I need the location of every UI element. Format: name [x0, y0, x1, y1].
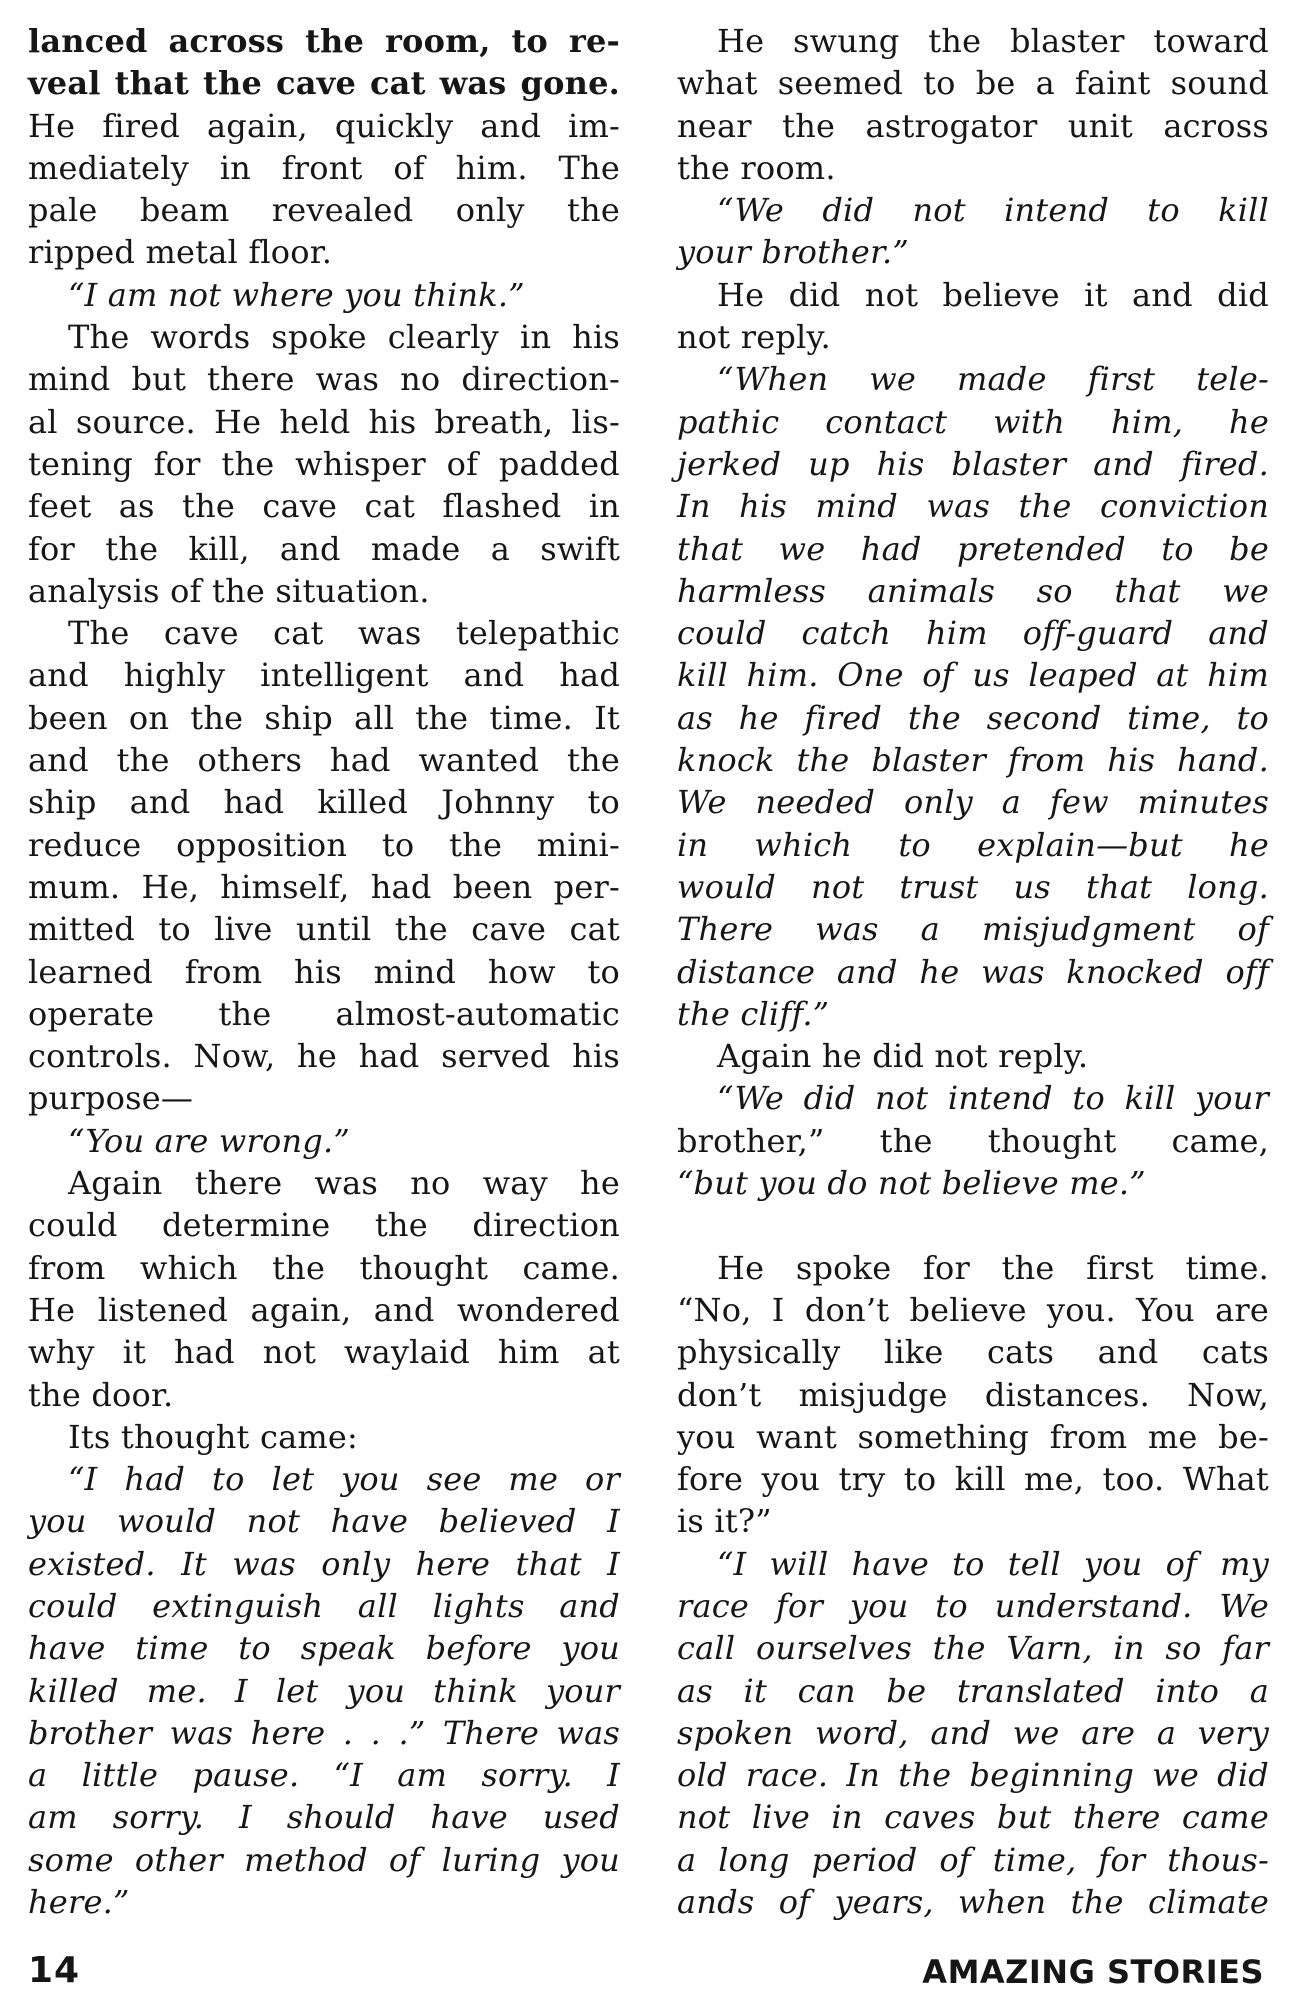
text-line: purpose—	[28, 1079, 194, 1118]
text-line: a little pause. “I am sorry. I	[28, 1756, 620, 1795]
text-line: could determine the direction	[28, 1206, 620, 1245]
text-line: could extinguish all lights and	[28, 1586, 620, 1625]
text-line: feet as the cave cat flashed in	[28, 487, 620, 526]
text-line: you would not have believed I	[28, 1502, 620, 1541]
text-line: He fired again, quickly and im-	[28, 106, 620, 145]
text-line: “I had to let you see me or	[68, 1460, 620, 1499]
text-line: ands of years, when the climate	[677, 1883, 1269, 1922]
text-line: He spoke for the first time.	[717, 1248, 1269, 1287]
text-line: the cliff.”	[677, 994, 830, 1033]
text-line: “I am not where you think.”	[68, 275, 525, 314]
text-line: mitted to live until the cave cat	[28, 910, 620, 949]
text-line: mind but there was no direction-	[28, 360, 620, 399]
text-line: brother was here . . .” There was	[28, 1713, 620, 1752]
text-line: could catch him off-guard and	[677, 614, 1269, 653]
text-line: not live in caves but there came	[677, 1798, 1269, 1837]
text-line: In his mind was the conviction	[677, 487, 1269, 526]
text-line: physically like cats and cats	[677, 1333, 1269, 1372]
text-line: kill him. One of us leaped at him	[677, 656, 1269, 695]
text-line: ship and had killed Johnny to	[28, 783, 620, 822]
text-line: harmless animals so that we	[677, 571, 1269, 610]
text-line: There was a misjudgment of	[677, 910, 1269, 949]
text-line: mediately in front of him. The	[28, 148, 620, 187]
text-line: pathic contact with him, he	[677, 402, 1269, 441]
text-line: pale beam revealed only the	[28, 191, 620, 230]
text-line: am sorry. I should have used	[28, 1798, 620, 1837]
text-line: lanced across the room, to re-	[28, 22, 620, 60]
text-line: is it?”	[677, 1502, 772, 1541]
page-number: 14	[28, 1950, 81, 1991]
text-line: The words spoke clearly in his	[68, 318, 620, 357]
text-line: “We did not intend to kill your	[717, 1079, 1269, 1118]
text-line: He swung the blaster toward	[717, 22, 1269, 60]
text-line: Again there was no way he	[68, 1164, 620, 1203]
text-line: reduce opposition to the mini-	[28, 825, 620, 864]
section-break	[677, 1204, 1269, 1246]
text-line: and the others had wanted the	[28, 741, 620, 780]
text-line: operate the almost-automatic	[28, 994, 620, 1033]
text-line: a long period of time, for thous-	[677, 1840, 1269, 1879]
text-line: been on the ship all the time. It	[28, 698, 620, 737]
text-line: “I will have to tell you of my	[717, 1544, 1269, 1583]
text-line: He listened again, and wondered	[28, 1290, 620, 1329]
text-line: the door.	[28, 1375, 174, 1414]
text-line: you want something from me be-	[677, 1417, 1269, 1456]
text-line: existed. It was only here that I	[28, 1544, 620, 1583]
text-line: distance and he was knocked off	[677, 952, 1269, 991]
text-line: analysis of the situation.	[28, 571, 430, 610]
text-line: killed me. I let you think your	[28, 1671, 620, 1710]
text-line: jerked up his blaster and fired.	[677, 444, 1269, 483]
text-line: would not trust us that long.	[677, 867, 1269, 906]
text-line: brother,” the thought came,	[677, 1121, 1269, 1160]
text-line: and highly intelligent and had	[28, 656, 620, 695]
text-line: He did not believe it and did	[717, 275, 1269, 314]
text-line: mum. He, himself, had been per-	[28, 867, 620, 906]
text-line: your brother.”	[677, 233, 909, 272]
text-line: “When we made first tele-	[717, 360, 1269, 399]
text-line: what seemed to be a faint sound	[677, 64, 1269, 103]
text-line: learned from his mind how to	[28, 952, 620, 991]
text-line: spoken word, and we are a very	[677, 1713, 1269, 1752]
text-line: as he fired the second time, to	[677, 698, 1269, 737]
left-text-column	[28, 20, 620, 1923]
text-line: old race. In the beginning we did	[677, 1756, 1269, 1795]
text-line: fore you try to kill me, too. What	[677, 1460, 1269, 1499]
text-line: have time to speak before you	[28, 1629, 620, 1668]
text-line: “No, I don’t believe you. You are	[677, 1290, 1269, 1329]
right-text-column	[677, 20, 1269, 1923]
text-line: call ourselves the Varn, in so far	[677, 1629, 1269, 1668]
text-line: veal that the cave cat was gone.	[28, 64, 620, 103]
magazine-title: AMAZING STORIES	[922, 1953, 1264, 1991]
text-line: tening for the whisper of padded	[28, 444, 620, 483]
text-line: “We did not intend to kill	[717, 191, 1269, 230]
text-line: near the astrogator unit across	[677, 106, 1269, 145]
text-line: We needed only a few minutes	[677, 783, 1269, 822]
text-line: not reply.	[677, 318, 831, 357]
text-line: here.”	[28, 1883, 130, 1922]
text-line: “You are wrong.”	[68, 1121, 350, 1160]
text-line: Again he did not reply.	[717, 1037, 1089, 1076]
text-line: as it can be translated into a	[677, 1671, 1269, 1710]
text-line: race for you to understand. We	[677, 1586, 1269, 1625]
text-line: ripped metal floor.	[28, 233, 333, 272]
text-line: al source. He held his breath, lis-	[28, 402, 620, 441]
text-line: “but you do not believe me.”	[677, 1164, 1146, 1203]
text-line: in which to explain—but he	[677, 825, 1269, 864]
text-line: The cave cat was telepathic	[68, 614, 620, 653]
text-line: why it had not waylaid him at	[28, 1333, 620, 1372]
text-line: don’t misjudge distances. Now,	[677, 1375, 1269, 1414]
text-line: that we had pretended to be	[677, 529, 1269, 568]
text-line: Its thought came:	[68, 1417, 359, 1456]
text-line: the room.	[677, 148, 836, 187]
text-line: controls. Now, he had served his	[28, 1037, 620, 1076]
text-line: for the kill, and made a swift	[28, 529, 620, 568]
text-line: some other method of luring you	[28, 1840, 620, 1879]
text-line: knock the blaster from his hand.	[677, 741, 1269, 780]
text-line: from which the thought came.	[28, 1248, 620, 1287]
